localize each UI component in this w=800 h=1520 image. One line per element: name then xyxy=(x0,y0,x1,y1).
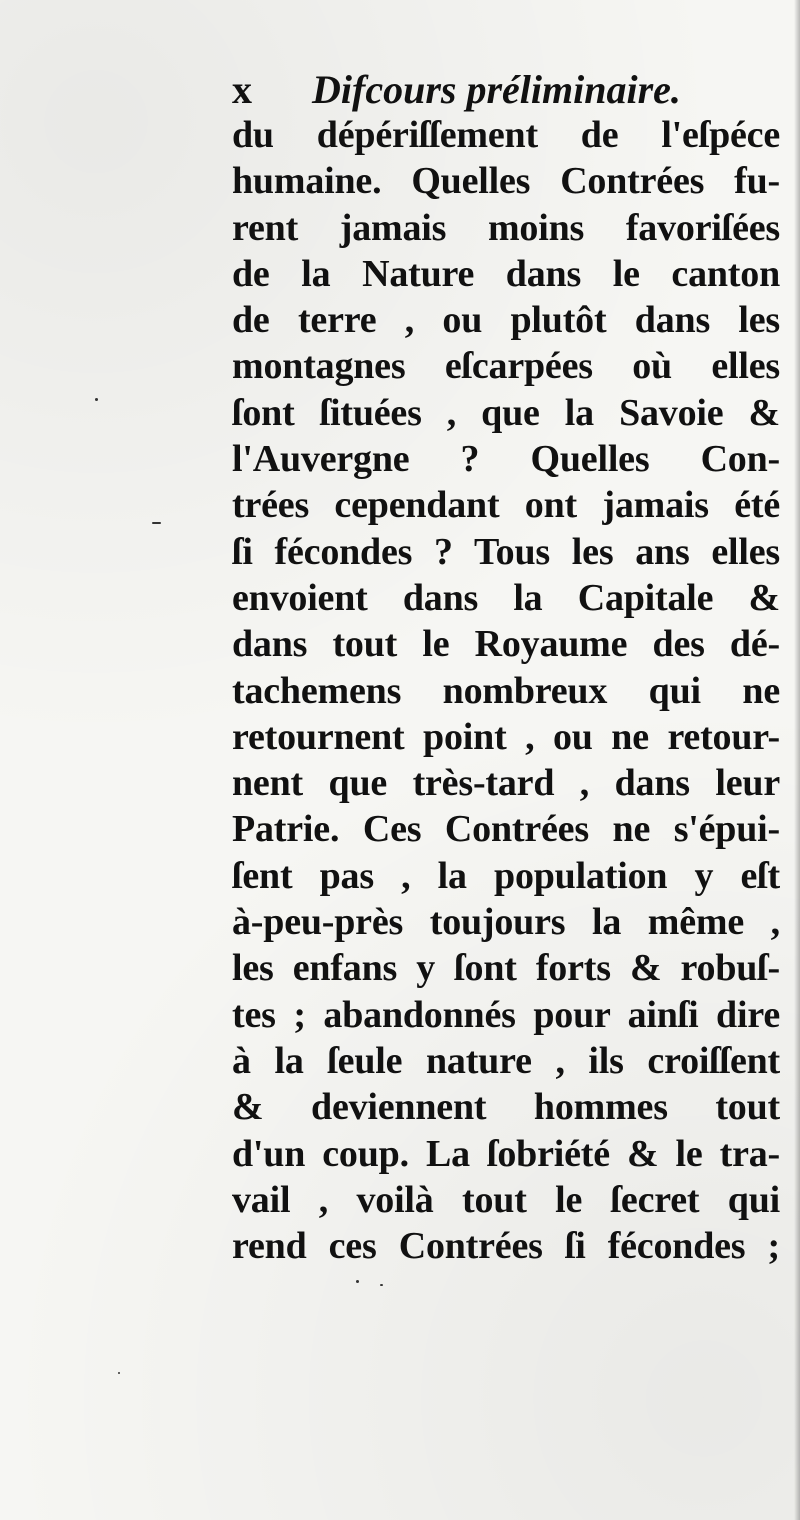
text-line: à-peu-près toujours la même , xyxy=(232,901,780,944)
text-line: tes ; abandonnés pour ainſi dire xyxy=(232,993,780,1036)
text-line: retournent point , ou ne retour- xyxy=(232,715,780,758)
text-line: montagnes eſcarpées où elles xyxy=(232,345,780,388)
text-line: ſont ſituées , que la Savoie & xyxy=(232,391,780,434)
text-line: rent jamais moins favoriſées xyxy=(232,206,780,249)
text-line: tachemens nombreux qui ne xyxy=(232,669,780,712)
text-line: dans tout le Royaume des dé- xyxy=(232,623,780,666)
ink-speck xyxy=(118,1372,120,1374)
body-text xyxy=(232,112,780,1269)
text-line: à la ſeule nature , ils croiſſent xyxy=(232,1039,780,1082)
text-line: envoient dans la Capitale & xyxy=(232,576,780,619)
text-line: de terre , ou plutôt dans les xyxy=(232,299,780,342)
text-line: rend ces Contrées ſi fécondes ; xyxy=(232,1225,780,1268)
page-edge-shadow xyxy=(794,0,800,1520)
text-line: l'Auvergne ? Quelles Con- xyxy=(232,438,780,481)
text-line: ſent pas , la population y eſt xyxy=(232,854,780,897)
text-line: du dépériſſement de l'eſpéce xyxy=(232,114,780,156)
text-line: humaine. Quelles Contrées fu- xyxy=(232,160,780,203)
ink-speck xyxy=(380,1284,383,1286)
ink-speck xyxy=(356,1280,359,1283)
text-line: les enfans y ſont forts & robuſ- xyxy=(232,947,780,990)
text-line: vail , voilà tout le ſecret qui xyxy=(232,1178,780,1221)
page-number: x xyxy=(232,67,252,112)
text-line: nent que très-tard , dans leur xyxy=(232,762,780,805)
text-line: de la Nature dans le canton xyxy=(232,252,780,295)
text-line: ſi fécondes ? Tous les ans elles xyxy=(232,530,780,573)
running-head xyxy=(232,68,772,112)
text-line: trées cependant ont jamais été xyxy=(232,484,780,527)
text-line: & deviennent hommes tout xyxy=(232,1086,780,1129)
ink-speck xyxy=(152,522,161,524)
running-title: Difcours préliminaire. xyxy=(312,67,681,112)
ink-speck xyxy=(95,398,98,401)
text-line: d'un coup. La ſobriété & le tra- xyxy=(232,1132,780,1175)
text-line: Patrie. Ces Contrées ne s'épui- xyxy=(232,808,780,851)
